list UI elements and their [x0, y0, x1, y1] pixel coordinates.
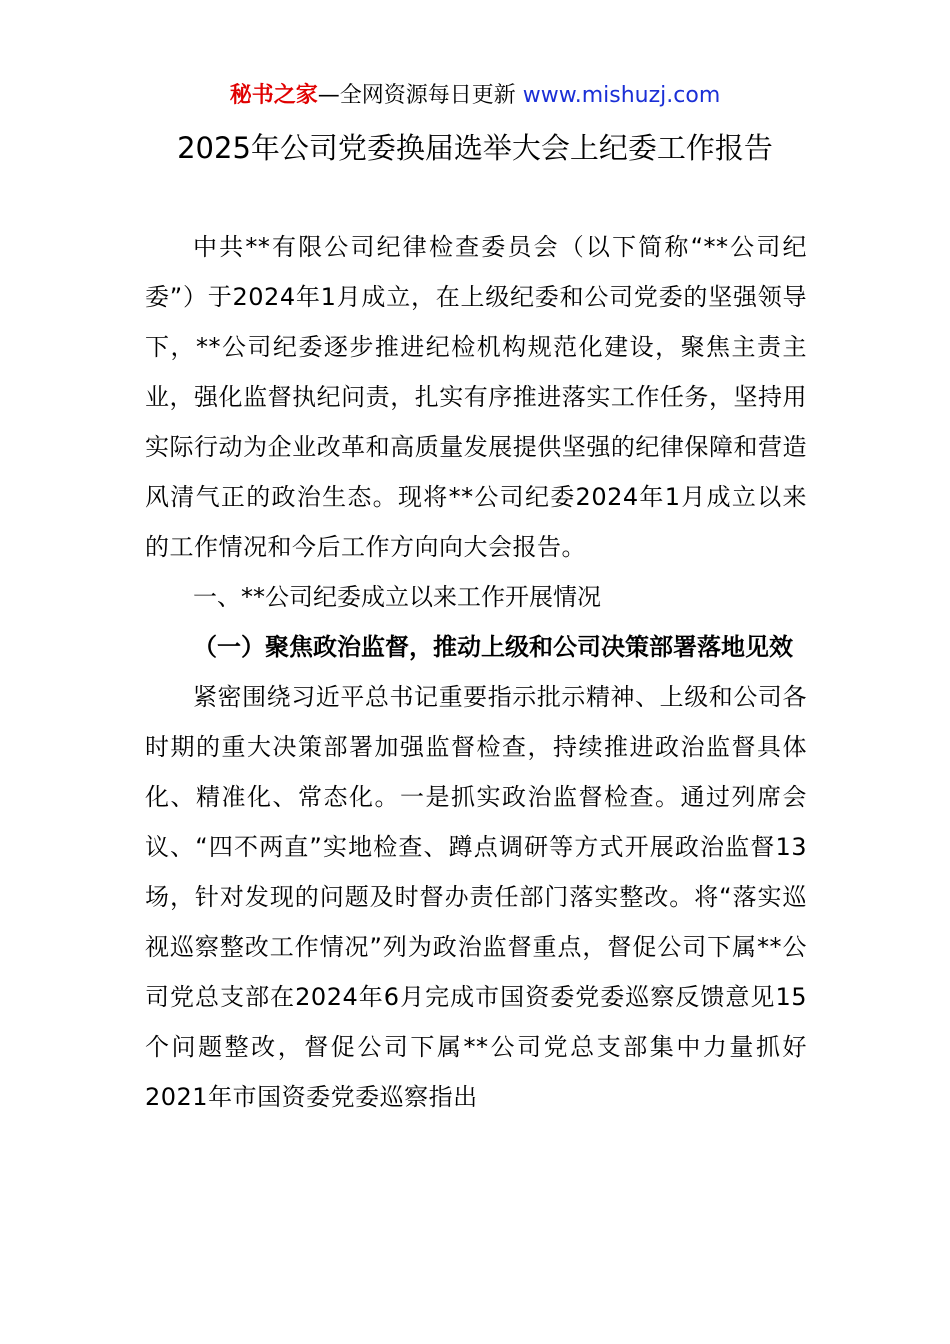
subsection-heading: （一）聚焦政治监督，推动上级和公司决策部署落地见效 — [193, 633, 793, 661]
section-heading: 一、**公司纪委成立以来工作开展情况 — [193, 583, 601, 611]
brand-name: 秘书之家 — [229, 83, 318, 108]
document-body — [145, 222, 807, 1122]
site-header — [0, 80, 950, 112]
intro-paragraph: 中共**有限公司纪律检查委员会（以下简称“**公司纪委”）于2024年1月成立，在上级纪委和公司党委的坚强领导下，**公司纪委逐步推进纪检机构规范化建设，聚焦主责主业，强化监督执纪问责，扎实有序推进落实工作任务，坚持用实际行动为企业改革和高质量发展提供坚强的纪律保障和营造风清气正的政治生态。现将**公司纪委2024年1月成立以来的工作情况和今后工作方向向大会报告。 — [145, 233, 807, 561]
subsection-paragraph: 紧密围绕习近平总书记重要指示批示精神、上级和公司各时期的重大决策部署加强监督检查，持续推进政治监督具体化、精准化、常态化。一是抓实政治监督检查。通过列席会议、“四不两直”实地检查、蹲点调研等方式开展政治监督13场，针对发现的问题及时督办责任部门落实整改。将“落实巡视巡察整改工作情况”列为政治监督重点，督促公司下属**公司党总支部在2024年6月完成市国资委党委巡察反馈意见15个问题整改，督促公司下属**公司党总支部集中力量抓好2021年市国资委党委巡察指出 — [145, 683, 807, 1111]
document-title: 2025年公司党委换届选举大会上纪委工作报告 — [177, 131, 773, 165]
site-url-link[interactable]: www.mishuzj.com — [522, 83, 721, 108]
header-slogan: —全网资源每日更新 — [317, 83, 523, 108]
